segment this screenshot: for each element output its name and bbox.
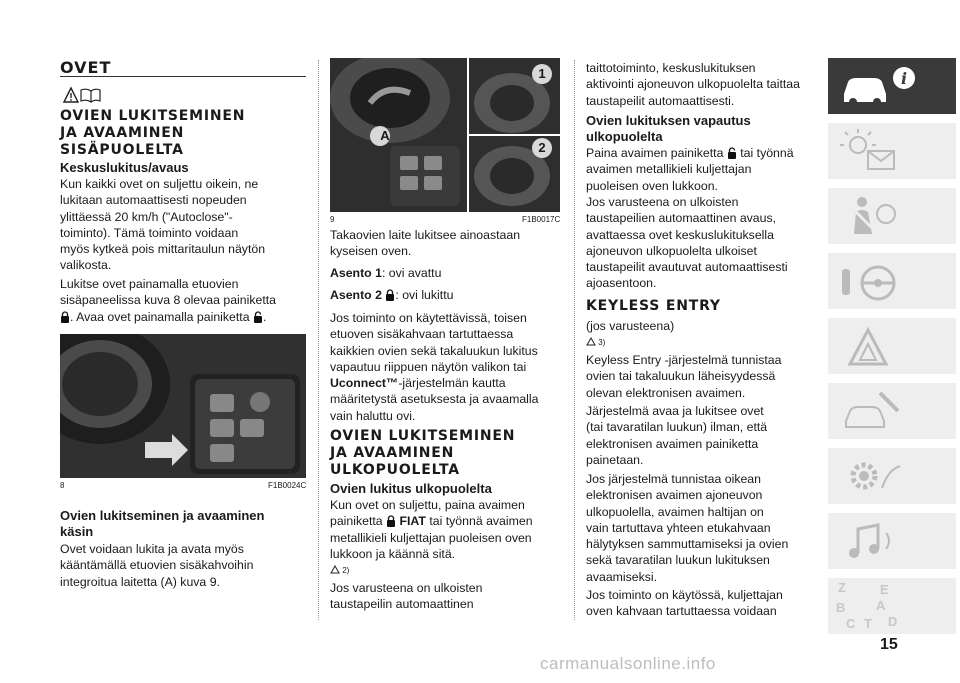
warning-lights-icon <box>828 123 956 179</box>
lock-open-icon <box>253 311 263 323</box>
tab-car-info[interactable] <box>828 58 956 114</box>
tab-index[interactable] <box>828 578 956 634</box>
figure-9-label-a: A <box>380 128 390 143</box>
position-1: Asento 1: ovi avattu <box>330 266 442 280</box>
wrench-car-icon <box>828 383 956 439</box>
figure-9-label-1: 1 <box>538 66 546 81</box>
emergency-triangle-icon <box>828 318 956 374</box>
lock-closed-icon <box>60 311 70 323</box>
figure-8-door-panel <box>60 334 306 478</box>
tab-starting-driving[interactable] <box>828 253 956 309</box>
subheading-lock-outside: Ovien lukitus ulkopuolelta <box>330 481 492 496</box>
column-divider-1 <box>318 60 319 620</box>
lock-closed-icon <box>385 289 395 301</box>
tab-multimedia[interactable] <box>828 513 956 569</box>
paragraph-rear-doors: Takaovien laite lukitsee ainoastaan kyseisen oven. <box>330 228 521 259</box>
tab-technical-data[interactable] <box>828 448 956 504</box>
figure-9-label-2: 2 <box>538 140 546 155</box>
subheading-unlock-outside: Ovien lukituksen vapautus ulkopuolelta <box>586 113 751 144</box>
subheading-central-lock: Keskuslukitus/avaus <box>60 160 189 175</box>
note-3: 3) <box>586 337 605 347</box>
figure-9-number: 9 <box>330 215 335 224</box>
chapter-rule <box>60 76 306 77</box>
paragraph-keyless-4: Jos toiminto on käytössä, kuljettajan oven kahvaan tartuttaessa voidaan <box>586 588 783 619</box>
chapter-title: OVET <box>60 58 112 77</box>
paragraph-mirror-fold: taittotoiminto, keskuslukituksen aktivointi ajoneuvon ulkopuolelta taittaa taustapeilit automaattisesti. <box>586 61 800 108</box>
steering-wheel-icon <box>828 253 956 309</box>
warning-icon <box>330 565 340 574</box>
figure-8-number: 8 <box>60 481 65 490</box>
note-2: 2) <box>330 565 349 575</box>
paragraph-keyless-3: Jos järjestelmä tunnistaa oikean elektronisen avaimen ajoneuvon ulkopuolella, avaimen haltijan on vain tartuttava yhteen etukahvaan hälytyksen sammuttamiseksi ja ovien sekä tavaratilan luukun lukituksen avaamiseksi. <box>586 472 789 584</box>
lock-closed-icon <box>386 515 396 527</box>
music-note-icon <box>828 513 956 569</box>
watermark: carmanualsonline.info <box>540 654 716 673</box>
seatbelt-icon <box>828 188 956 244</box>
paragraph-manual-lock: Ovet voidaan lukita ja avata myös kääntämällä etuovien sisäkahvoihin integroitua laitetta (A) kuva 9. <box>60 542 254 589</box>
paragraph-keyless-1: Keyless Entry -järjestelmä tunnistaa ovien tai takaluukun läheisyydessä olevan elektronisen avaimen. <box>586 353 782 400</box>
svg-text:i: i <box>901 69 908 88</box>
paragraph-uconnect: Jos toiminto on käytettävissä, toisen etuoven sisäkahvaan tartuttaessa kaikkien ovien sekä takaluukun lukitus vapautuu riippuen näytön valikon tai Uconnect™-järjestelmän kautta määritetystä asetuksesta ja avaamalla vain haluttu ovi. <box>330 311 539 423</box>
tab-warning-lights[interactable] <box>828 123 956 179</box>
paragraph-mirrors: Jos varusteena on ulkoisten taustapeilin automaattinen <box>330 581 483 612</box>
figure-8-code: F1B0024C <box>268 481 307 490</box>
lock-open-icon <box>727 147 737 159</box>
gear-icon <box>828 448 956 504</box>
warning-book-icon <box>62 84 102 104</box>
warning-icon <box>586 337 596 346</box>
position-2: Asento 2 : ovi lukittu <box>330 288 454 302</box>
paragraph-keyless-2: Järjestelmä avaa ja lukitsee ovet (tai tavaratilan luukun) ilman, että elektronisen avaimen painiketta painetaan. <box>586 404 768 467</box>
page-number: 15 <box>880 636 898 653</box>
paragraph-mirror-open: Jos varusteena on ulkoisten taustapeilien automaattinen avaus, avattaessa ovet keskuslukituksella ajoneuvon ulkopuolelta ulkoiset taustapeilit avautuvat automaattisesti ajoasentoon. <box>586 195 788 291</box>
tab-safety[interactable] <box>828 188 956 244</box>
section-heading-keyless: KEYLESS ENTRY <box>586 298 721 314</box>
tab-maintenance[interactable] <box>828 383 956 439</box>
paragraph-lock-button: Lukitse ovet painamalla etuovien sisäpaneelissa kuva 8 olevaa painiketta . Avaa ovet painamalla painiketta . <box>60 277 277 324</box>
column-divider-2 <box>574 60 575 620</box>
paragraph-unlock-outside: Paina avaimen painiketta tai työnnä avaimen metallikieli kuljettajan puoleisen oven lukkoon. <box>586 146 794 193</box>
tab-emergency[interactable] <box>828 318 956 374</box>
figure-9-code: F1B0017C <box>522 215 561 224</box>
keyless-optional: (jos varusteena) <box>586 319 675 333</box>
subheading-manual-lock: Ovien lukitseminen ja avaaminen käsin <box>60 508 265 539</box>
section-heading-inside: OVIEN LUKITSEMINEN JA AVAAMINEN SISÄPUOLELTA <box>60 108 246 158</box>
car-info-icon <box>828 58 956 114</box>
paragraph-lock-outside: Kun ovet on suljettu, paina avaimen painiketta FIAT tai työnnä avaimen metallikieli kuljettajan puoleisen oven lukkoon ja käännä sitä. <box>330 498 533 561</box>
section-heading-outside: OVIEN LUKITSEMINEN JA AVAAMINEN ULKOPUOLELTA <box>330 428 516 478</box>
index-letters-icon: Z E B A C T D <box>836 580 898 631</box>
figure-9-door-handle <box>330 58 560 212</box>
paragraph-autoclose: Kun kaikki ovet on suljettu oikein, ne lukitaan automaattisesti nopeuden ylittäessä 20 km/h ("Autoclose"- toiminto). Tämä toiminto voidaan myös kytkeä pois mittaritaulun näytön valikosta. <box>60 177 266 273</box>
